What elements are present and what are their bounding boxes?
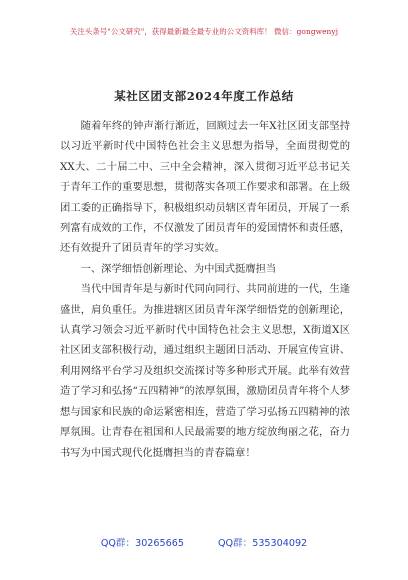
footer-contact <box>0 535 408 549</box>
paragraph-section-one: 当代中国青年是与新时代同向同行、共同前进的一代，生逢盛世，肩负重任。为推进辖区团员青年深学细悟党的创新理论，认真学习领会习近平新时代中国特色社会主义思想，X街道X区社区团支部积极行动，通过组织主题团日活动、开展宣传宣讲、利用网络平台学习及组织交流探讨等多种形式开展。此举有效营造了学习和弘扬“五四精神”的浓厚氛围，激励团员青年将个人梦想与国家和民族的命运紧密相连，营造了学习弘扬五四精神的浓厚氛围。让青春在祖国和人民最需要的地方绽放绚丽之花，奋力书写为中国式现代化挺膺担当的青春篇章！ <box>60 283 350 459</box>
paragraph-intro: 随着年终的钟声渐行渐近，回顾过去一年X社区团支部坚持以习近平新时代中国特色社会主义思想为指导，全面贯彻党的XX大、二十届二中、三中全会精神，深入贯彻习近平总书记关于青年工作的重要思想，贯彻落实各项工作要求和部署。在上级团工委的正确指导下，积极组织动员辖区青年团员，开展了一系列富有成效的工作，不仅激发了团员青年的爱国情怀和责任感，还有效提升了团员青年的学习实效。 <box>60 120 350 255</box>
document-body <box>60 116 350 463</box>
qq-group-2: QQ群：535304092 <box>217 538 308 549</box>
qq-group-1: QQ群：30265665 <box>100 538 184 549</box>
section-heading: 一、深学细悟创新理论、为中国式挺膺担当 <box>80 262 277 275</box>
promo-banner: 关注头条号"公文研究"，获得最新最全最专业的公文资料库！ 微信：gongwenyj <box>69 27 339 36</box>
document-title: 某社区团支部2024年度工作总结 <box>114 89 294 103</box>
